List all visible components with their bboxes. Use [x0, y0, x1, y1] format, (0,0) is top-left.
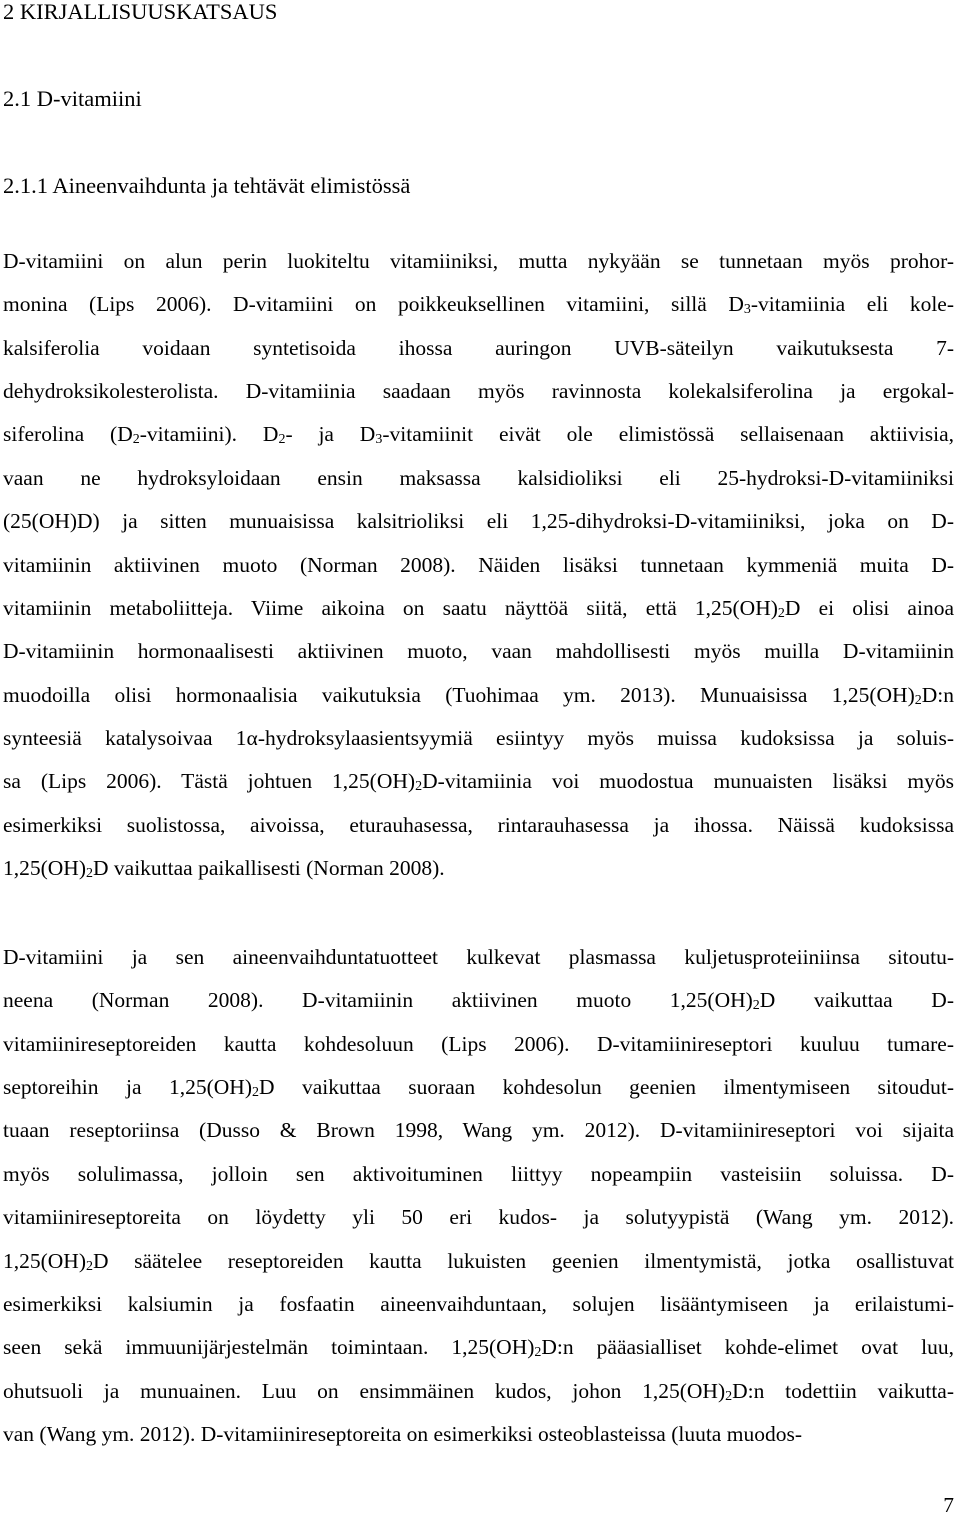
paragraph-line: muodoilla olisi hormonaalisia vaikutuksia (Tuohimaa ym. 2013). Munuaisissa $1,25(OH)_2D:n$: [3, 682, 954, 708]
paragraph-line: monina (Lips 2006). D-vitamiini on poikkeuksellinen vitamiini, sillä $D_3$-vitamiinia eli kole-: [3, 292, 954, 318]
subscript: 2: [777, 605, 785, 621]
paragraph-line: neena (Norman 2008). D-vitamiinin aktiivinen muoto $1,25(OH)_2D$ vaikuttaa D-: [3, 988, 954, 1014]
paragraph-line: kalsiferolia voidaan syntetisoida ihossa auringon UVB-säteilyn vaikutuksesta 7-: [3, 335, 954, 360]
subsection-heading: 2.1.1 Aineenvaihdunta ja tehtävät elimistössä: [3, 173, 411, 198]
paragraph-line: $1,25(OH)_2D$ vaikuttaa paikallisesti (Norman 2008).: [3, 855, 445, 881]
paragraph-line: esimerkiksi kalsiumin ja fosfaatin aineenvaihduntaan, solujen lisääntymiseen ja erilaistumi-: [3, 1291, 954, 1316]
subscript: 2: [534, 1345, 542, 1361]
subscript: 2: [251, 1085, 259, 1100]
paragraph-line: myös solulimassa, jolloin sen aktivoituminen liittyy nopeampiin vasteisiin soluissa. D-: [3, 1161, 954, 1186]
paragraph-line: esimerkiksi suolistossa, aivoissa, eturauhasessa, rintarauhasessa ja ihossa. Näissä kudoksissa: [3, 812, 954, 837]
paragraph-line: van (Wang ym. 2012). D-vitamiinireseptoreita on esimerkiksi osteoblasteissa (luuta muodos-: [3, 1421, 802, 1446]
subscript: 3: [743, 302, 751, 318]
subscript: 2: [725, 1388, 733, 1404]
subscript: 2: [86, 865, 93, 881]
subscript: 2: [86, 1258, 93, 1274]
paragraph-line: vitamiinin metaboliitteja. Viime aikoina on saatu näyttöä siitä, että $1,25(OH)_2D$ ei olisi ainoa: [3, 595, 954, 621]
paragraph-line: synteesiä katalysoivaa 1α-hydroksylaasientsyymiä esiintyy myös muissa kudoksissa ja soluis-: [3, 725, 954, 750]
paragraph-line: D-vitamiini ja sen aineenvaihduntatuotteet kulkevat plasmassa kuljetusproteiiniinsa sitoutu-: [3, 945, 954, 969]
subscript: 2: [278, 432, 286, 448]
page-number: 7: [943, 1493, 954, 1517]
subscript: 2: [132, 432, 140, 448]
paragraph-line: tuaan reseptoriinsa (Dusso & Brown 1998, Wang ym. 2012). D-vitamiinireseptori voi sijaita: [3, 1118, 954, 1143]
paragraph-line: (25(OH)D) ja sitten munuaisissa kalsitrioliksi eli 1,25-dihydroksi-D-vitamiiniksi, joka on D-: [3, 509, 954, 534]
paragraph-line: vitamiinin aktiivinen muoto (Norman 2008). Näiden lisäksi tunnetaan kymmeniä muita D-: [3, 552, 954, 577]
chapter-heading: 2 KIRJALLISUUSKATSAUS: [3, 0, 278, 24]
paragraph-line: dehydroksikolesterolista. D-vitamiinia saadaan myös ravinnosta kolekalsiferolina ja ergokal-: [3, 379, 954, 404]
paragraph-line: siferolina $(D_2-vitamiini)$. $D_2-$ ja $D_3$-vitamiinit eivät ole elimistössä sellaisenaan aktiivisia,: [3, 422, 954, 448]
subscript: 2: [914, 692, 922, 708]
subscript: 3: [375, 432, 383, 448]
paragraph-line: vitamiinireseptoreita on löydetty yli 50 eri kudos- ja solutyypistä (Wang ym. 2012).: [3, 1205, 954, 1230]
paragraph-line: septoreihin ja $1,25(OH)_2D$ vaikuttaa suoraan kohdesolun geenien ilmentymiseen sitoudut-: [3, 1075, 954, 1100]
paragraph-line: ohutsuoli ja munuainen. Luu on ensimmäinen kudos, johon $1,25(OH)_2D:n$ todettiin vaikutta-: [3, 1378, 954, 1404]
paragraph-line: D-vitamiinin hormonaalisesti aktiivinen muoto, vaan mahdollisesti myös muilla D-vitamiinin: [3, 639, 954, 664]
subscript: 2: [415, 779, 423, 795]
paragraph-line: seen sekä immuunijärjestelmän toimintaan. $1,25(OH)_2D:n$ pääasialliset kohde-elimet ovat luu,: [3, 1335, 954, 1361]
subscript: 2: [752, 998, 760, 1014]
paragraph-line: vaan ne hydroksyloidaan ensin maksassa kalsidioliksi eli 25-hydroksi-D-vitamiiniksi: [3, 465, 954, 490]
paragraph-line: $1,25(OH)_2D$ säätelee reseptoreiden kautta lukuisten geenien ilmentymistä, jotka osallistuvat: [3, 1248, 954, 1274]
section-heading: 2.1 D-vitamiini: [3, 86, 142, 111]
paragraph-line: sa (Lips 2006). Tästä johtuen $1,25(OH)_2D$-vitamiinia voi muodostua munuaisten lisäksi myös: [3, 769, 954, 795]
paragraph-line: D-vitamiini on alun perin luokiteltu vitamiiniksi, mutta nykyään se tunnetaan myös prohor-: [3, 249, 954, 273]
paragraph-line: vitamiinireseptoreiden kautta kohdesoluun (Lips 2006). D-vitamiinireseptori kuuluu tumare-: [3, 1031, 954, 1056]
